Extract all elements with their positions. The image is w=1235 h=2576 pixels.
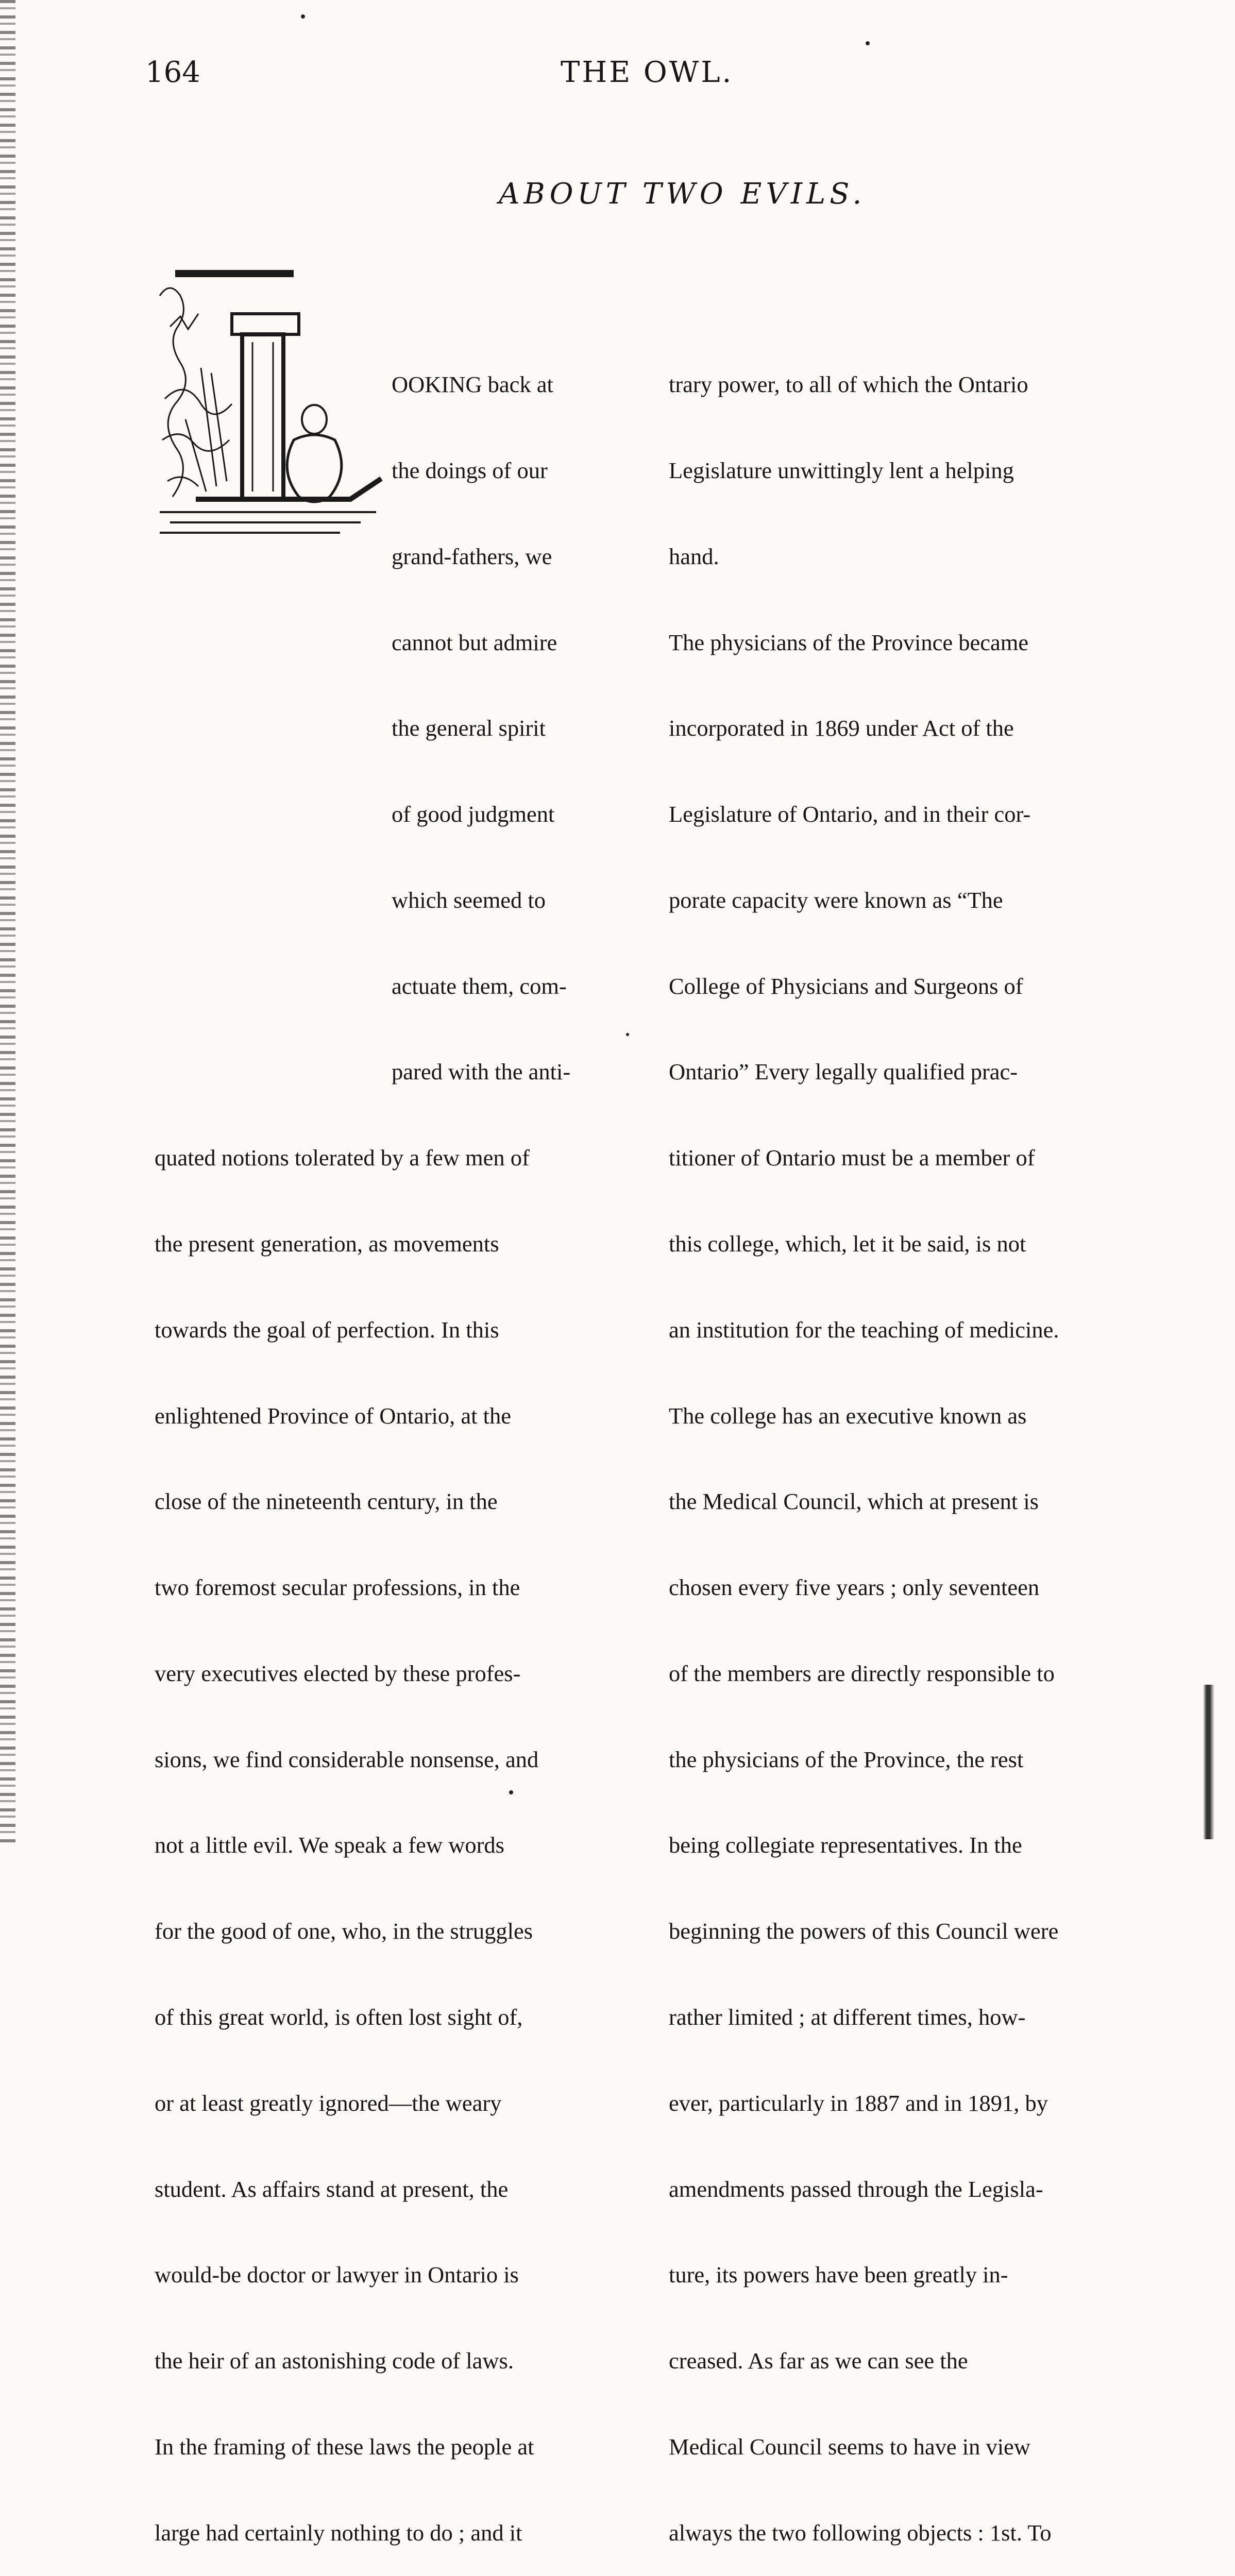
text-line: The college has an executive known as xyxy=(669,1402,1027,1429)
text-line: Legislature unwittingly lent a helping xyxy=(669,457,1014,483)
text-line: the heir of an astonishing code of laws. xyxy=(155,2348,514,2374)
text-line: creased. As far as we can see the xyxy=(669,2348,968,2374)
text-line: the physicians of the Province, the rest xyxy=(669,1746,1024,1772)
text-line: the Medical Council, which at present is xyxy=(669,1488,1039,1515)
text-line: an institution for the teaching of medicine. xyxy=(669,1316,1059,1343)
page-number: 164 xyxy=(145,56,200,89)
text-line: the doings of our xyxy=(392,457,548,483)
text-line: In the framing of these laws the people at xyxy=(155,2433,534,2460)
scan-speck xyxy=(301,14,305,19)
text-line: towards the goal of perfection. In this xyxy=(155,1316,499,1343)
text-line: cannot but admire xyxy=(392,629,557,655)
text-line: being collegiate representatives. In the xyxy=(669,1832,1022,1858)
text-line: Legislature of Ontario, and in their cor- xyxy=(669,801,1031,827)
text-line: hand. xyxy=(669,543,719,569)
text-line: of this great world, is often lost sight of, xyxy=(155,2004,523,2030)
text-line: the general spirit xyxy=(392,715,546,741)
text-line: rather limited ; at different times, how- xyxy=(669,2004,1026,2030)
text-line: large had certainly nothing to do ; and it xyxy=(155,2519,522,2546)
scanned-page-edge xyxy=(1203,1685,1214,1839)
text-line: chosen every five years ; only seventeen xyxy=(669,1574,1040,1601)
scanned-binding-edge xyxy=(0,0,15,1842)
text-line: the present generation, as movements xyxy=(155,1231,499,1257)
text-line: Medical Council seems to have in view xyxy=(669,2433,1030,2460)
right-column xyxy=(669,313,1059,2576)
text-line: student. As affairs stand at present, the xyxy=(155,2176,509,2202)
text-line: beginning the powers of this Council were xyxy=(669,1918,1059,1944)
left-column xyxy=(155,313,570,2576)
text-line: or at least greatly ignored—the weary xyxy=(155,2090,502,2116)
text-line: incorporated in 1869 under Act of the xyxy=(669,715,1014,741)
text-line: ture, its powers have been greatly in- xyxy=(669,2262,1008,2288)
text-line: this college, which, let it be said, is not xyxy=(669,1231,1026,1257)
article-title: ABOUT TWO EVILS. xyxy=(499,177,866,211)
text-line: would-be doctor or lawyer in Ontario is xyxy=(155,2262,519,2288)
text-line: porate capacity were known as “The xyxy=(669,887,1003,913)
text-line: Ontario” Every legally qualified prac- xyxy=(669,1059,1018,1085)
text-line: always the two following objects : 1st. To xyxy=(669,2519,1052,2546)
text-line: ever, particularly in 1887 and in 1891, by xyxy=(669,2090,1048,2116)
text-line: amendments passed through the Legisla- xyxy=(669,2176,1043,2202)
text-line: close of the nineteenth century, in the xyxy=(155,1488,498,1515)
running-head: THE OWL. xyxy=(561,56,734,89)
text-line: two foremost secular professions, in the xyxy=(155,1574,520,1601)
text-line: sions, we find considerable nonsense, and xyxy=(155,1746,539,1772)
text-line: enlightened Province of Ontario, at the xyxy=(155,1402,512,1429)
text-line: College of Physicians and Surgeons of xyxy=(669,973,1023,999)
text-line: titioner of Ontario must be a member of xyxy=(669,1145,1035,1171)
text-line: OOKING back at xyxy=(392,371,553,398)
text-line: grand-fathers, we xyxy=(392,543,552,569)
text-line: which seemed to xyxy=(392,887,546,913)
text-line: very executives elected by these profes- xyxy=(155,1660,521,1686)
text-line: trary power, to all of which the Ontario xyxy=(669,371,1028,398)
text-line: of good judgment xyxy=(392,801,555,827)
scan-speck xyxy=(866,41,870,45)
text-line: not a little evil. We speak a few words xyxy=(155,1832,504,1858)
scan-speck xyxy=(626,1033,629,1036)
text-line: The physicians of the Province became xyxy=(669,629,1029,655)
text-line: for the good of one, who, in the struggles xyxy=(155,1918,533,1944)
text-line: quated notions tolerated by a few men of xyxy=(155,1145,530,1171)
text-line: pared with the anti- xyxy=(392,1059,571,1085)
text-line: of the members are directly responsible to xyxy=(669,1660,1055,1686)
text-line: actuate them, com- xyxy=(392,973,567,999)
